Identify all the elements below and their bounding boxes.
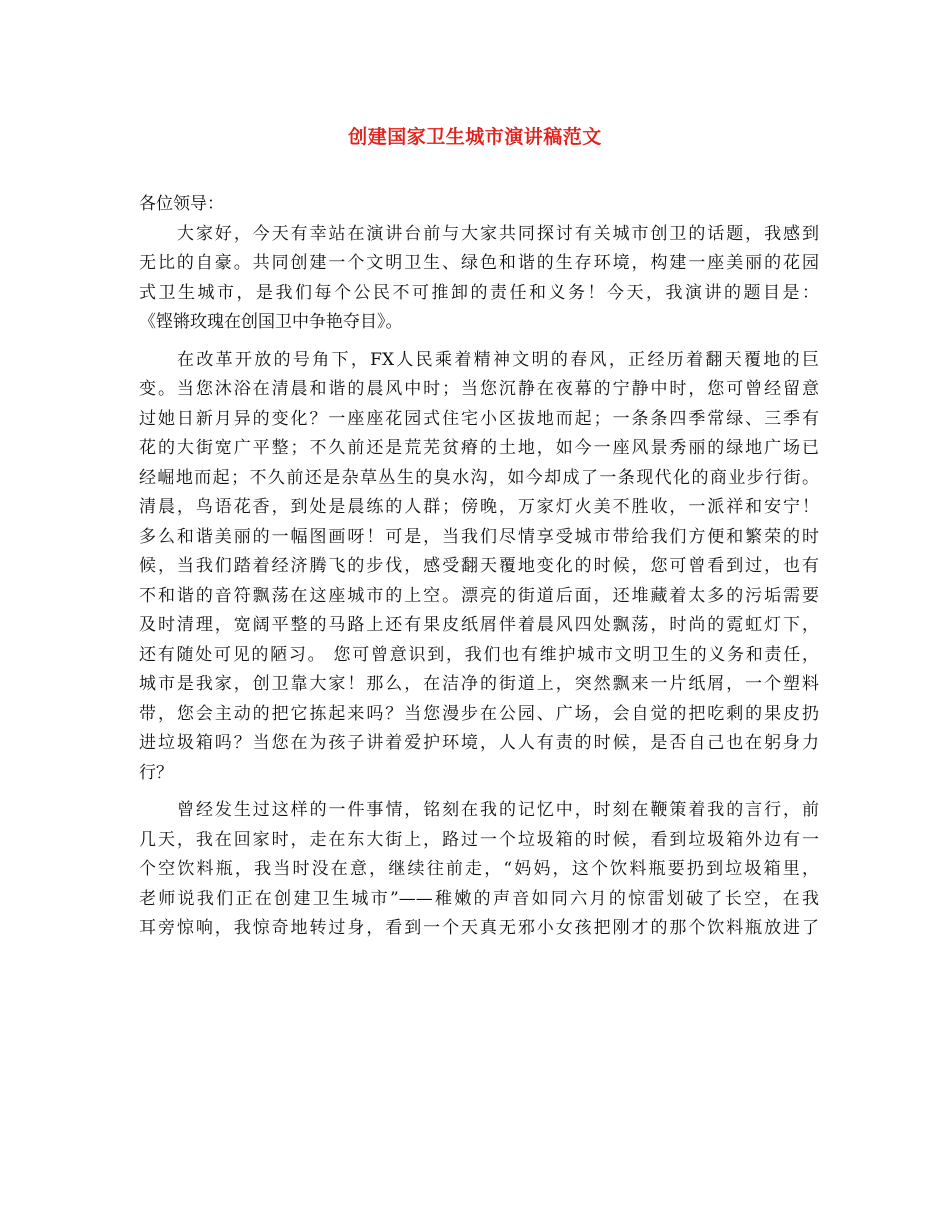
body-paragraph (139, 220, 819, 338)
text-line: 各位领导： (139, 194, 224, 214)
text-line: 带，您会主动的把它拣起来吗？当您漫步在公园、广场，会自觉的把吃剩的果皮扔 (139, 703, 819, 724)
text-line: 不和谐的音符飘荡在这座城市的上空。漂亮的街道后面，还堆藏着太多的污垢需要 (139, 585, 819, 606)
text-line: 几天，我在回家时，走在东大街上，路过一个垃圾箱的时候，看到垃圾箱外边有一 (139, 829, 819, 850)
paragraph-spacer (139, 788, 819, 796)
text-line: 经崛地而起；不久前还是杂草丛生的臭水沟，如今却成了一条现代化的商业步行街。 (139, 467, 819, 488)
body-paragraph (139, 346, 819, 789)
document-body (139, 190, 819, 944)
text-line: 大家好，今天有幸站在演讲台前与大家共同探讨有关城市创卫的话题，我感到 (177, 223, 819, 244)
text-line: 老师说我们正在创建卫生城市”——稚嫩的声音如同六月的惊雷划破了长空，在我 (139, 888, 819, 909)
document-title: 创建国家卫生城市演讲稿范文 (348, 126, 602, 148)
text-line: 在改革开放的号角下，FX人民乘着精神文明的春风，正经历着翻天覆地的巨 (177, 349, 819, 370)
text-line: 变。当您沐浴在清晨和谐的晨风中时；当您沉静在夜幕的宁静中时，您可曾经留意 (139, 379, 819, 399)
text-line: 曾经发生过这样的一件事情，铭刻在我的记忆中，时刻在鞭策着我的言行，前 (177, 800, 819, 820)
text-line: 花的大街宽广平整；不久前还是荒芜贫瘠的土地，如今一座风景秀丽的绿地广场已 (139, 438, 819, 458)
text-line: 个空饮料瓶，我当时没在意，继续往前走，“妈妈，这个饮料瓶要扔到垃圾箱里， (139, 859, 819, 879)
text-line: 无比的自豪。共同创建一个文明卫生、绿色和谐的生存环境，构建一座美丽的花园 (139, 253, 819, 273)
text-line: 进垃圾箱吗？当您在为孩子讲着爱护环境，人人有责的时候，是否自己也在躬身力 (139, 733, 819, 753)
text-line: 候，当我们踏着经济腾飞的步伐，感受翻天覆地变化的时候，您可曾看到过，也有 (139, 556, 819, 576)
text-line: 城市是我家，创卫靠大家！那么，在洁净的街道上，突然飘来一片纸屑，一个塑料 (139, 674, 819, 694)
text-line: 过她日新月异的变化？一座座花园式住宅小区拔地而起；一条条四季常绿、三季有 (139, 408, 819, 429)
salutation-paragraph (139, 190, 819, 220)
text-line: 式卫生城市，是我们每个公民不可推卸的责任和义务！今天，我演讲的题目是： (139, 282, 819, 303)
text-line: 《铿锵玫瑰在创国卫中争艳夺目》。 (139, 312, 403, 332)
text-line: 多么和谐美丽的一幅图画呀！可是，当我们尽情享受城市带给我们方便和繁荣的时 (139, 526, 819, 547)
text-line: 还有随处可见的陋习。 您可曾意识到，我们也有维护城市文明卫生的义务和责任， (139, 644, 819, 665)
body-paragraph (139, 796, 819, 944)
text-line: 及时清理，宽阔平整的马路上还有果皮纸屑伴着晨风四处飘荡，时尚的霓虹灯下， (139, 615, 819, 635)
paragraph-spacer (139, 338, 819, 346)
text-line: 耳旁惊响，我惊奇地转过身，看到一个天真无邪小女孩把刚才的那个饮料瓶放进了 (139, 918, 819, 938)
text-line: 行？ (139, 762, 173, 783)
text-line: 清晨，鸟语花香，到处是晨练的人群；傍晚，万家灯火美不胜收，一派祥和安宁！ (139, 497, 819, 517)
